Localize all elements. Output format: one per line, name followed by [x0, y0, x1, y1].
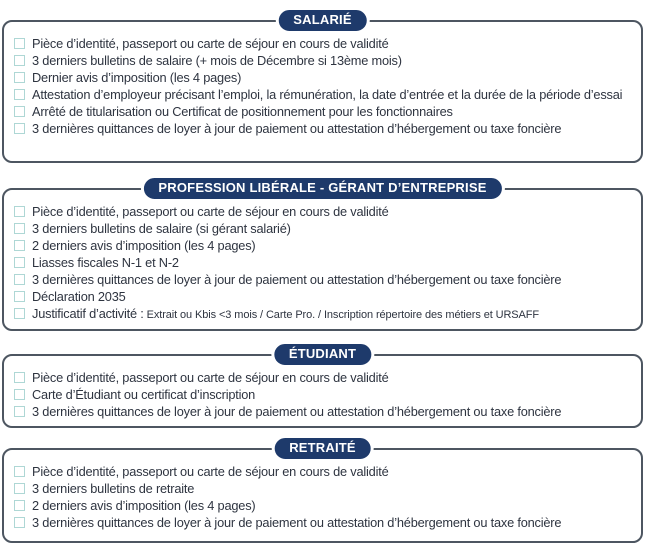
checklist-item	[12, 403, 633, 420]
checklist-item-label: Déclaration 2035	[32, 289, 126, 304]
checklist-item	[12, 369, 633, 386]
checklist-item	[12, 305, 633, 324]
checklist-item	[12, 86, 633, 103]
checklist-item	[12, 514, 633, 531]
section-salarie	[2, 12, 643, 163]
checkbox[interactable]	[14, 466, 25, 477]
checkbox[interactable]	[14, 55, 25, 66]
checkbox[interactable]	[14, 72, 25, 83]
section-etudiant	[2, 346, 643, 428]
checklist-item-label: 3 dernières quittances de loyer à jour de paiement ou attestation d’hébergement ou taxe foncière	[32, 272, 562, 287]
checkbox[interactable]	[14, 389, 25, 400]
checklist-item-label: 3 dernières quittances de loyer à jour de paiement ou attestation d’hébergement ou taxe foncière	[32, 404, 562, 419]
checkbox[interactable]	[14, 106, 25, 117]
checklist-item	[12, 480, 633, 497]
section-profession-liberale-gerant-entreprise	[2, 180, 643, 331]
checklist-item-label: Justificatif d’activité : Extrait ou Kbis <3 mois / Carte Pro. / Inscription répertoire des métiers et URSAFF	[32, 306, 540, 321]
checklist-item-note: Extrait ou Kbis <3 mois / Carte Pro. / Inscription répertoire des métiers et URSAFF	[143, 309, 540, 321]
checkbox[interactable]	[14, 240, 25, 251]
checklist-item-label: Pièce d’identité, passeport ou carte de séjour en cours de validité	[32, 464, 389, 479]
checklist-item-label: 2 derniers avis d’imposition (les 4 pages)	[32, 498, 256, 513]
checklist-item-label: 3 derniers bulletins de salaire (+ mois de Décembre si 13ème mois)	[32, 53, 402, 68]
checklist-item-label: 3 derniers bulletins de salaire (si gérant salarié)	[32, 221, 291, 236]
checklist-item-label: Pièce d’identité, passeport ou carte de séjour en cours de validité	[32, 204, 389, 219]
checklist-item	[12, 120, 633, 137]
checklist-item-label: Dernier avis d’imposition (les 4 pages)	[32, 70, 242, 85]
checklist-item	[12, 237, 633, 254]
checkbox[interactable]	[14, 89, 25, 100]
checklist-item	[12, 386, 633, 403]
checklist-item-label: 3 dernières quittances de loyer à jour de paiement ou attestation d’hébergement ou taxe foncière	[32, 121, 562, 136]
checklist-item	[12, 271, 633, 288]
checkbox[interactable]	[14, 500, 25, 511]
checklist-item-label: Pièce d’identité, passeport ou carte de séjour en cours de validité	[32, 36, 389, 51]
category-pill	[140, 175, 504, 202]
checklist-item	[12, 497, 633, 514]
checklist-item	[12, 288, 633, 305]
category-pill	[271, 435, 374, 462]
checkbox[interactable]	[14, 291, 25, 302]
checkbox[interactable]	[14, 206, 25, 217]
checkbox[interactable]	[14, 123, 25, 134]
checklist-item-label: 3 dernières quittances de loyer à jour de paiement ou attestation d’hébergement ou taxe foncière	[32, 515, 562, 530]
checkbox[interactable]	[14, 38, 25, 49]
category-title: SALARIÉ	[293, 12, 352, 27]
checklist-item-label: Pièce d’identité, passeport ou carte de séjour en cours de validité	[32, 370, 389, 385]
category-pill	[275, 7, 369, 34]
checklist-item	[12, 220, 633, 237]
checkbox[interactable]	[14, 274, 25, 285]
checklist-item-label: 3 derniers bulletins de retraite	[32, 481, 195, 496]
section-retraite	[2, 440, 643, 543]
checkbox[interactable]	[14, 223, 25, 234]
checklist	[4, 22, 641, 137]
checklist-item	[12, 103, 633, 120]
checkbox[interactable]	[14, 517, 25, 528]
checkbox[interactable]	[14, 257, 25, 268]
checklist	[4, 190, 641, 324]
checklist-item	[12, 69, 633, 86]
checklist-item-label: Attestation d’employeur précisant l’emploi, la rémunération, la date d’entrée et la durée de la période d’essai	[32, 87, 623, 102]
category-title: ÉTUDIANT	[288, 346, 357, 361]
checklist-item-label: 2 derniers avis d’imposition (les 4 pages)	[32, 238, 256, 253]
checklist	[4, 450, 641, 531]
category-title: RETRAITÉ	[289, 440, 356, 455]
checklist-item	[12, 203, 633, 220]
checklist-item	[12, 463, 633, 480]
checklist-item-label: Carte d’Étudiant ou certificat d’inscription	[32, 387, 256, 402]
category-title: PROFESSION LIBÉRALE - GÉRANT D’ENTREPRISE	[158, 180, 487, 195]
checklist-item-label: Liasses fiscales N-1 et N-2	[32, 255, 179, 270]
checklist-item	[12, 254, 633, 271]
checklist-item	[12, 35, 633, 52]
checkbox[interactable]	[14, 483, 25, 494]
checkbox[interactable]	[14, 406, 25, 417]
checklist-item	[12, 52, 633, 69]
checkbox[interactable]	[14, 372, 25, 383]
category-pill	[271, 341, 374, 368]
checkbox[interactable]	[14, 308, 25, 319]
checklist-item-label: Arrêté de titularisation ou Certificat de positionnement pour les fonctionnaires	[32, 104, 453, 119]
